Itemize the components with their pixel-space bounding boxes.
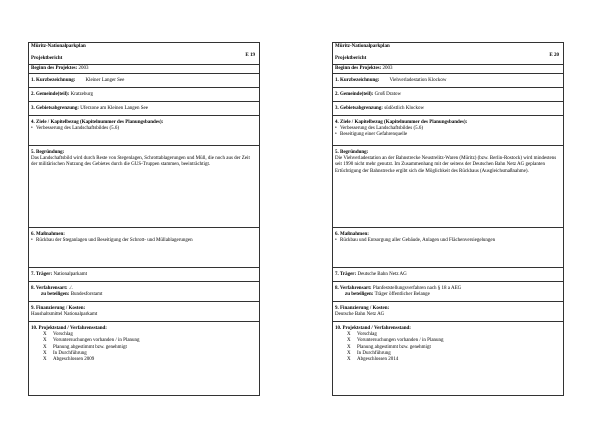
measures: 6. Maßnahmen: • Rückbau und Entsorgung aller Gebäude, Anlagen und Flächenversiegelungen (333, 228, 563, 268)
status-item: X Abgeschlossen 2009 (43, 357, 257, 363)
status-item: X Vorschlag (347, 332, 561, 338)
project-report-e19 (28, 42, 260, 396)
measures: 6. Maßnahmen: • Rückbau der Steganlagen und Beseitigung der Schrott- und Müllablagerungen (29, 228, 259, 268)
status-item: X Planung abgestimmt bzw. genehmigt (43, 345, 257, 351)
justification-text: Die Viehverladestation an der Bahnstrecke Neustrelitz-Waren (Müritz) (bzw. Berlin-Rostock) wird mindestens seit 1990 nicht mehr genutzt. Im Zusammenhang mit der seitens der Deutschen Bahn Netz AG geplanten Ertüchtigung der Bahnstrecke ergibt sich die Möglichkeit des Rückbaus (Ausgleichsmaßnahme). (335, 156, 557, 174)
project-start: Beginn des Projektes: 2003 (333, 65, 563, 74)
status-item: X Planung abgestimmt bzw. genehmigt (347, 345, 561, 351)
justification-text: Das Landschaftsbild wird durch Reste von Stegenlagen, Schrottablagerungen und Müll, die noch aus der Zeit der militärischen Nutzung des Gebietes durch die GUS-Truppen stammen, beeinträchtigt. (31, 156, 250, 168)
project-report-e20 (332, 42, 564, 396)
project-code: E 20 (549, 53, 559, 58)
area-boundary: 3. Gebietsabgrenzung: Uferzone am Kleinen Langen See (29, 102, 259, 116)
procedure: 8. Verfahrensart: ./. zu beteiligen: Bundesforstamt (29, 282, 259, 302)
measure-item: • Rückbau und Entsorgung aller Gebäude, Anlagen und Flächenversiegelungen (335, 238, 561, 244)
goal-item: • Verbesserung des Landschaftsbildes (5.6) (31, 126, 257, 132)
status-item: X Voruntersuchungen vorhanden / in Planung (43, 338, 257, 344)
status-item: X In Durchführung (347, 351, 561, 357)
project-status: 10. Projektstand / Verfahrensstand: X Vorschlag X Voruntersuchungen vorhanden / in Planung X Planung abgestimmt bzw. genehmigt X In Durchführung X Abgeschlossen 2014 (333, 322, 563, 393)
financing: 9. Finanzierung / Kosten: Haushaltsmittel Nationalparkamt (29, 302, 259, 322)
sponsor: 7. Träger: Deutsche Bahn Netz AG (333, 268, 563, 282)
project-code: E 19 (245, 53, 255, 58)
justification: 5. Begründung: Die Viehverladestation an der Bahnstrecke Neustrelitz-Waren (Müritz) (bzw. Berlin-Rostock) wird mindestens seit 1990 nicht mehr genutzt. Im Zusammenhang mit der seitens der Deutschen Bahn Netz AG geplanten Ertüchtigung der Bahnstrecke ergibt sich die Möglichkeit des Rückbaus (Ausgleichsmaßnahme). (333, 146, 563, 228)
procedure: 8. Verfahrensart: Planfeststellungsverfahren nach § 18 a AEG zu beteiligen: Träger öffentlicher Belange (333, 282, 563, 302)
short-name: 1. Kurzbezeichnung: Viehverladestation Klockow (333, 74, 563, 88)
report-header (333, 43, 563, 65)
justification: 5. Begründung: Das Landschaftsbild wird durch Reste von Stegenlagen, Schrottablagerungen und Müll, die noch aus der Zeit der militärischen Nutzung des Gebietes durch die GUS-Truppen stammen, beeinträchtigt. (29, 146, 259, 228)
goal-item: • Beseitigung einer Gefahrenquelle (335, 132, 561, 138)
report-header (29, 43, 259, 65)
status-item: X Voruntersuchungen vorhanden / in Planung (347, 338, 561, 344)
status-item: X In Durchführung (43, 351, 257, 357)
project-start: Beginn des Projektes: 2003 (29, 65, 259, 74)
area-boundary: 3. Gebietsabgrenzung: südöstlich Klockow (333, 102, 563, 116)
plan-title: Müritz-Nationalparkplan (335, 44, 390, 49)
status-item: X Abgeschlossen 2014 (347, 357, 561, 363)
goals: 4. Ziele / Kapitelbezug (Kapitelnummer des Planungsbandes): • Verbesserung des Landschaftsbildes (5.6) (29, 116, 259, 146)
goal-item: • Verbesserung des Landschaftsbildes (5.6) (335, 126, 561, 132)
municipality: 2. Gemeinde(teil): Kratzeburg (29, 88, 259, 102)
municipality: 2. Gemeinde(teil): Groß Dratow (333, 88, 563, 102)
sponsor: 7. Träger: Nationalparkamt (29, 268, 259, 282)
report-label: Projektbericht (335, 56, 367, 62)
project-status: 10. Projektstand / Verfahrensstand: X Vorschlag X Voruntersuchungen vorhanden / in Planung X Planung abgestimmt bzw. genehmigt X In Durchführung X Abgeschlossen 2009 (29, 322, 259, 393)
financing: 9. Finanzierung / Kosten: Deutsche Bahn Netz AG (333, 302, 563, 322)
status-item: X Vorschlag (43, 332, 257, 338)
measure-item: • Rückbau der Steganlagen und Beseitigung der Schrott- und Müllablagerungen (31, 238, 257, 244)
report-label: Projektbericht (31, 56, 63, 62)
short-name: 1. Kurzbezeichnung: Kleiner Langer See (29, 74, 259, 88)
goals: 4. Ziele / Kapitelbezug (Kapitelnummer des Planungsbandes): • Verbesserung des Landschaftsbildes (5.6) • Beseitigung einer Gefahrenquelle (333, 116, 563, 146)
plan-title: Müritz-Nationalparkplan (31, 44, 86, 49)
